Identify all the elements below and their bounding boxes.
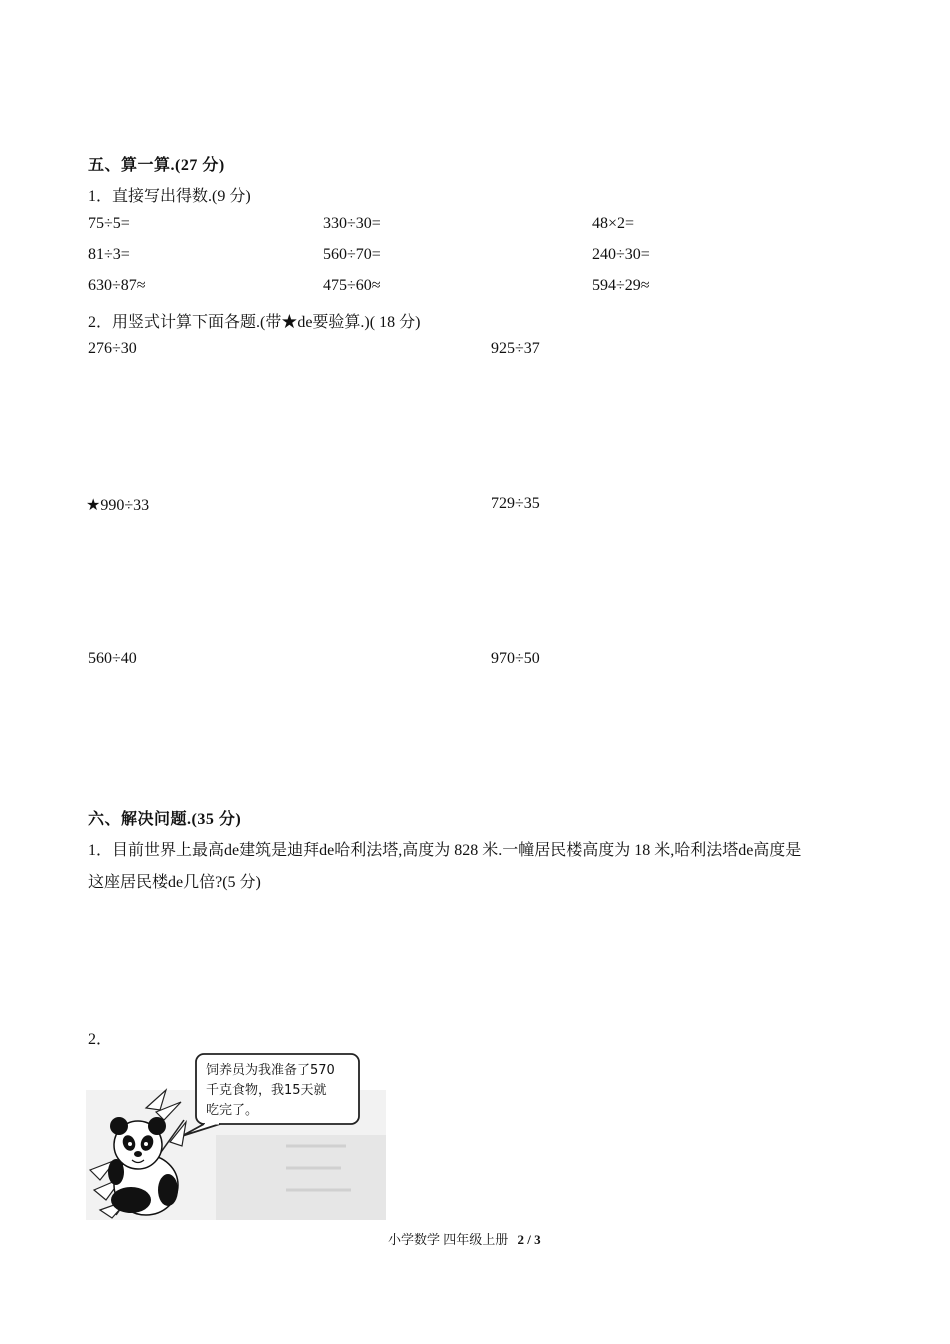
q1-label: 1．直接写出得数.(9 分) — [88, 188, 251, 205]
problem-1-line-1: 1．目前世界上最高de建筑是迪拜de哈利法塔,高度为 828 米.一幢居民楼高度为 18 米,哈利法塔de高度是 — [88, 842, 802, 859]
panda-scene — [86, 1050, 386, 1220]
calc-item: 330÷30= — [323, 215, 381, 232]
calc-item: 48×2= — [592, 215, 635, 232]
calc-item: 240÷30= — [592, 246, 650, 263]
calc-item: 630÷87≈ — [88, 277, 146, 294]
calc-item: 475÷60≈ — [323, 277, 381, 294]
speech-line-3: 吃完了。 — [206, 1103, 259, 1118]
panda-illustration — [86, 1050, 386, 1220]
problem-1-line-2: 这座居民楼de几倍?(5 分) — [88, 874, 261, 891]
section-5-title: 五、算一算.(27 分) — [88, 157, 225, 174]
speech-bubble — [182, 1054, 359, 1136]
book-background — [216, 1135, 386, 1220]
page-number: 2 / 3 — [517, 1232, 541, 1247]
vertical-calc-item: 560÷40 — [88, 650, 137, 667]
problem-2-label: 2． — [88, 1031, 113, 1048]
q2-label: 2．用竖式计算下面各题.(带★de要验算.)( 18 分) — [88, 314, 421, 331]
calc-item: 560÷70= — [323, 246, 381, 263]
vertical-calc-item: ★990÷33 — [86, 497, 150, 514]
page-footer — [388, 1229, 541, 1248]
calc-item: 81÷3= — [88, 246, 130, 263]
vertical-calc-item: 276÷30 — [88, 340, 137, 357]
vertical-calc-item: 729÷35 — [491, 495, 540, 512]
speech-line-1: 饲养员为我准备了570 — [206, 1063, 335, 1078]
calc-item: 594÷29≈ — [592, 277, 650, 294]
vertical-calc-item: 925÷37 — [491, 340, 540, 357]
speech-line-2: 千克食物，我15天就 — [206, 1083, 327, 1098]
footer-text: 小学数学 四年级上册 — [388, 1232, 509, 1247]
calc-item: 75÷5= — [88, 215, 130, 232]
vertical-calc-item: 970÷50 — [491, 650, 540, 667]
section-6-title: 六、解决问题.(35 分) — [88, 811, 242, 828]
